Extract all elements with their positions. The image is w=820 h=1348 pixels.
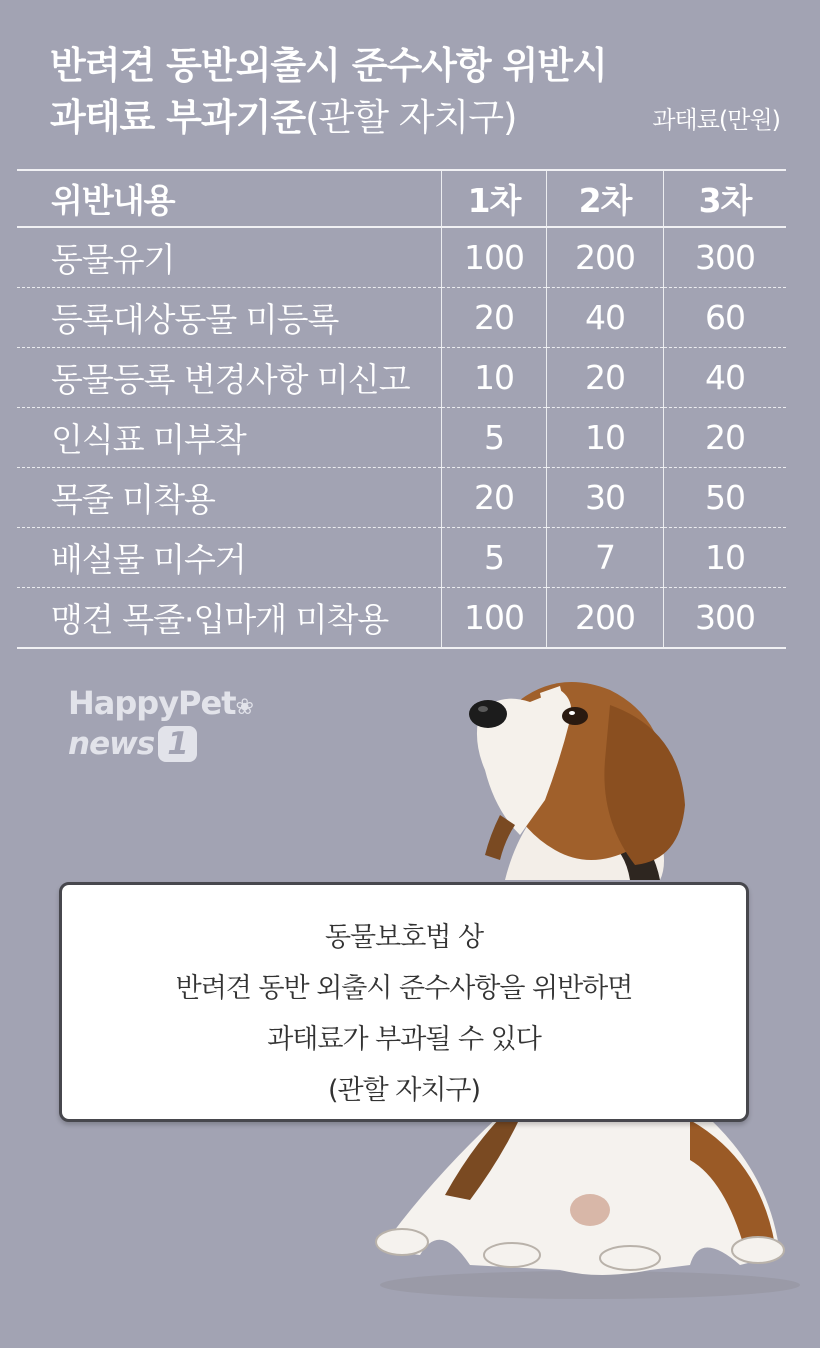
violation-cell: 동물유기 [17, 227, 442, 288]
fine-second-cell: 20 [547, 348, 664, 408]
fine-second-cell: 200 [547, 227, 664, 288]
fine-third-cell: 20 [664, 408, 787, 468]
violation-cell: 맹견 목줄·입마개 미착용 [17, 588, 442, 649]
notice-line-4: (관할 자치구) [327, 1075, 481, 1106]
news-text: news [68, 726, 155, 762]
violation-cell: 인식표 미부착 [17, 408, 442, 468]
fine-first-cell: 10 [442, 348, 547, 408]
fine-second-cell: 7 [547, 528, 664, 588]
header-third: 3차 [664, 170, 787, 227]
fine-second-cell: 30 [547, 468, 664, 528]
notice-box [59, 882, 749, 1122]
fine-first-cell: 100 [442, 227, 547, 288]
unit-label: 과태료(만원) [652, 106, 780, 134]
fine-third-cell: 10 [664, 528, 787, 588]
notice-line-1: 동물보호법 상 [324, 922, 484, 953]
fine-third-cell: 300 [664, 588, 787, 649]
fine-first-cell: 5 [442, 528, 547, 588]
fine-second-cell: 10 [547, 408, 664, 468]
fine-second-cell: 200 [547, 588, 664, 649]
title-line-2-paren: (관할 자치구) [305, 96, 517, 139]
fine-third-cell: 60 [664, 288, 787, 348]
violation-cell: 배설물 미수거 [17, 528, 442, 588]
news-number-badge: 1 [158, 726, 197, 762]
header-second: 2차 [547, 170, 664, 227]
happypet-wordmark: HappyPet [68, 684, 236, 722]
title-line-1: 반려견 동반외출시 준수사항 위반시 [50, 44, 607, 87]
fine-second-cell: 40 [547, 288, 664, 348]
paw-icon: ❀ [235, 695, 254, 720]
fine-first-cell: 20 [442, 468, 547, 528]
fine-third-cell: 300 [664, 227, 787, 288]
fine-first-cell: 20 [442, 288, 547, 348]
title-line-2: 과태료 부과기준 [50, 96, 306, 139]
violation-cell: 목줄 미착용 [17, 468, 442, 528]
fine-third-cell: 40 [664, 348, 787, 408]
notice-line-3: 과태료가 부과될 수 있다 [267, 1024, 541, 1055]
header-first: 1차 [442, 170, 547, 227]
violation-cell: 동물등록 변경사항 미신고 [17, 348, 442, 408]
fine-first-cell: 100 [442, 588, 547, 649]
fine-first-cell: 5 [442, 408, 547, 468]
fine-third-cell: 50 [664, 468, 787, 528]
header-violation: 위반내용 [17, 170, 442, 227]
violation-cell: 등록대상동물 미등록 [17, 288, 442, 348]
notice-line-2: 반려견 동반 외출시 준수사항을 위반하면 [175, 973, 633, 1004]
